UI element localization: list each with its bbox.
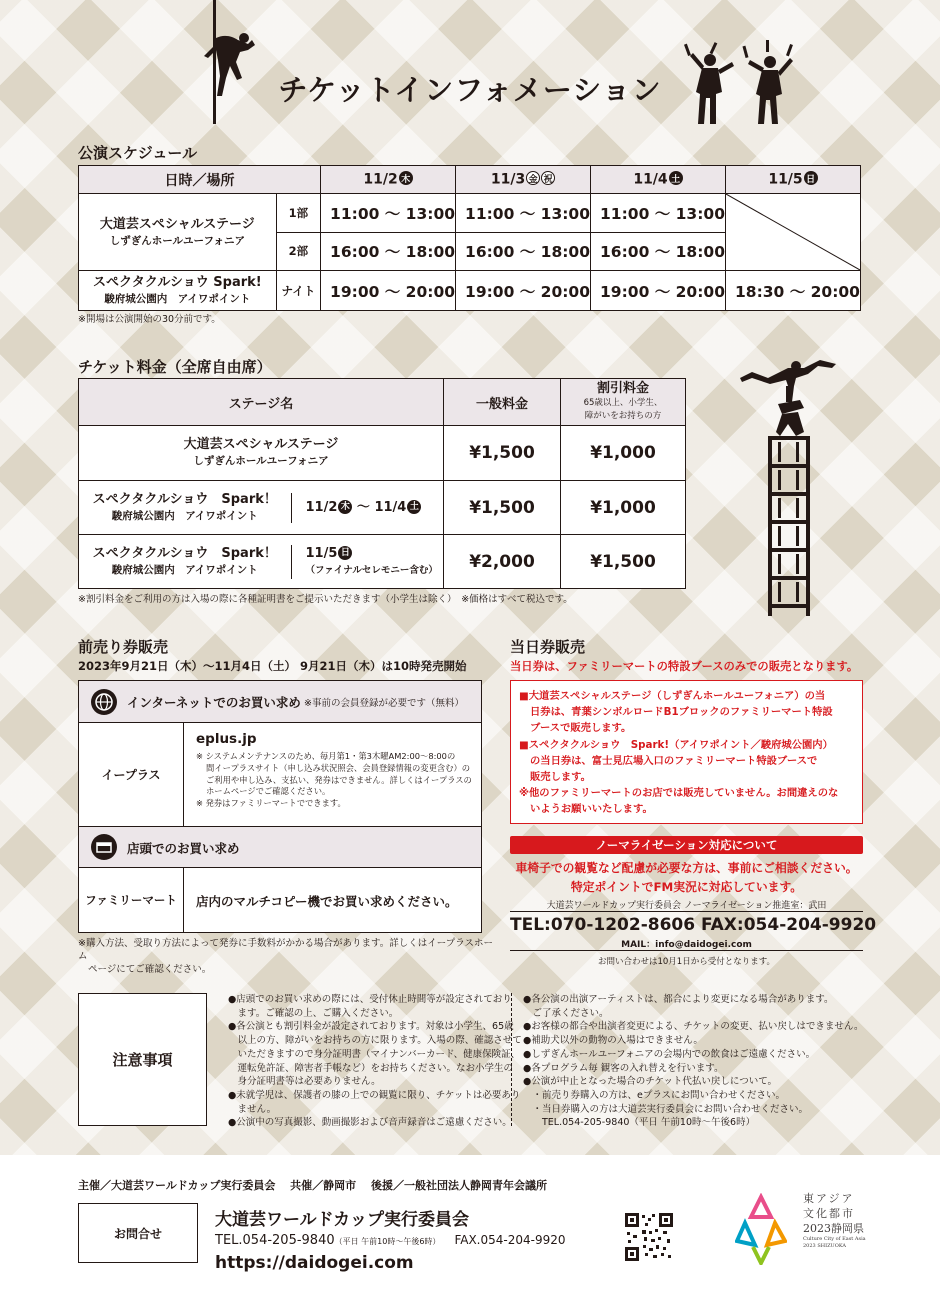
slot1-day2: 11:00 ～ 13:00: [456, 194, 591, 233]
schedule-note: ※開場は公演開始の30分前です。: [78, 314, 221, 325]
internet-title: インターネットでのお買い求め: [127, 695, 301, 710]
advance-box: [78, 680, 482, 933]
sameday-box: ■大道芸スペシャルステージ（しずぎんホールユーフォニア）の当 日券は、青葉シンボルロードB1ブロックのファミリーマート特設 ブースで販売します。 ■スペクタクルショウ Spark!（アイワポイント／駿府城公園内） の当日券は、富士見広場入口のファミリーマート特設ブースで 販売します。 ※他のファミリーマートのお店では販売していません。お間違えのな いようお願いいたします。: [510, 680, 863, 824]
slot2-day1: 16:00 ～ 18:00: [321, 232, 456, 271]
eplus-notes: ※ システムメンテナンスのため、毎月第1・第3木曜AM2:00～8:00の 間イープラスサイト（申し込み状況照会、会員登録情報の変更含む）の ご利用や申し込み、支払い、発券はできません。詳しくはイープラスの ホームページでご確認ください。 ※ 発券はファミリーマートでできます。: [196, 751, 472, 809]
contact-label: お問合せ: [78, 1203, 198, 1263]
schedule-heading: 公演スケジュール: [78, 144, 198, 162]
price-row2-discount: ¥1,000: [561, 481, 686, 535]
acrobat-tower-illustration: [738, 356, 838, 616]
sameday-lead: 当日券は、ファミリーマートの特設ブースのみでの販売となります。: [510, 660, 859, 673]
internet-note: ※事前の会員登録が必要です（無料）: [304, 698, 464, 709]
store-title: 店頭でのお買い求め: [127, 841, 240, 856]
night-day4: 18:30 ～ 20:00: [726, 271, 861, 311]
price-row2-name: スペクタクルショウ Spark！ 駿府城公園内 アイワポイント: [79, 481, 291, 535]
schedule-header-label: 日時／場所: [79, 166, 321, 194]
caution-label: 注意事項: [78, 993, 207, 1126]
normalization-divider-2: [510, 950, 863, 951]
col-discount: 割引料金 65歳以上、小学生、 障がいをお持ちの方: [561, 379, 686, 426]
night-label: ナイト: [276, 271, 320, 311]
day-header-1: 11/2 木: [321, 166, 456, 194]
sameday-heading: 当日券販売: [510, 638, 586, 656]
normalization-note: お問い合わせは10月1日から受付となります。: [597, 957, 776, 967]
day-header-3: 11/4 土: [591, 166, 726, 194]
normalization-divider: [510, 911, 863, 912]
juggler-illustration: [682, 40, 802, 125]
store-header: [79, 826, 481, 868]
eplus-url[interactable]: eplus.jp: [196, 731, 257, 747]
caution-right: ●各公演の出演アーティストは、都合により変更になる場合があります。 ご了承ください。 ●お客様の都合や出演者変更による、チケットの変更、払い戻しはできません。 ●補助犬以外の動物の入場はできません。 ●しずぎんホールユーフォニアの会場内での飲食はご遠慮ください。 ●各プログラム毎 観客の入れ替えを行います。 ●公演が中止となった場合のチケット代払い戻しについて。 ・前売り券購入の方は、eプラスにお問い合わせください。 ・当日券購入の方は大道芸実行委員会にお問い合わせください。 TEL.054-205-9840（平日 午前10時～午後6時）: [523, 994, 864, 1129]
advance-period: 2023年9月21日（木）～11月4日（土） 9月21日（木）は10時発売開始: [78, 659, 467, 673]
caution-divider: [511, 993, 512, 1126]
footer-org: 大道芸ワールドカップ実行委員会: [215, 1210, 469, 1230]
footer-contact: TEL.054-205-9840（平日 午前10時～午後6時） FAX.054-204-9920: [215, 1233, 566, 1248]
price-table: [78, 378, 686, 589]
price-row3-general: ¥2,000: [444, 535, 561, 589]
culture-city-text: 東アジア 文化都市 2023静岡県 Culture City of East Asia 2023 SHIZUOKA: [803, 1192, 866, 1249]
normalization-mail: MAIL：info@daidogei.com: [621, 940, 752, 950]
normalization-org: 大道芸ワールドカップ実行委員会 ノーマライゼーション推進室：武田: [546, 901, 827, 911]
culture-city-logo: [735, 1193, 787, 1265]
col-stage: ステージ名: [79, 379, 444, 426]
fm-label: ファミリーマート: [79, 868, 184, 932]
store-icon: [91, 834, 117, 860]
slot2-day3: 16:00 ～ 18:00: [591, 232, 726, 271]
day-header-2: 11/3 金 祝: [456, 166, 591, 194]
fm-text: 店内のマルチコピー機でお買い求めください。: [196, 894, 458, 909]
day-header-4: 11/5 日: [726, 166, 861, 194]
price-row1-name: 大道芸スペシャルステージ しずぎんホールユーフォニア: [79, 426, 444, 481]
footer-url[interactable]: https://daidogei.com: [215, 1253, 414, 1273]
price-note: ※割引料金をご利用の方は入場の際に各種証明書をご提示いただきます（小学生は除く） ※価格はすべて税込です。: [78, 594, 573, 605]
no-performance-cell: [726, 194, 861, 271]
slot1-day1: 11:00 ～ 13:00: [321, 194, 456, 233]
stage2-cell: スペクタクルショウ Spark! 駿府城公園内 アイワポイント: [79, 271, 277, 311]
globe-icon: [91, 689, 117, 715]
normalization-text2: 特定ポイントでFM実況に対応しています。: [570, 880, 803, 894]
normalization-banner: ノーマライゼーション対応について: [510, 836, 863, 854]
price-row2-period: 11/2 木 ～ 11/4 土: [291, 481, 444, 535]
footer: [0, 1155, 940, 1309]
normalization-tel: TEL:070-1202-8606 FAX:054-204-9920: [510, 915, 877, 935]
price-row3-period: 11/5 日 （ファイナルセレモニー含む）: [291, 535, 444, 589]
night-day3: 19:00 ～ 20:00: [591, 271, 726, 311]
price-heading: チケット料金（全席自由席）: [78, 358, 272, 376]
part2-label: 2部: [276, 232, 320, 271]
price-row3-discount: ¥1,500: [561, 535, 686, 589]
schedule-table: [78, 165, 861, 311]
price-row1-discount: ¥1,000: [561, 426, 686, 481]
col-general: 一般料金: [444, 379, 561, 426]
page-title: チケットインフォメーション: [278, 73, 662, 107]
footer-credits: 主催／大道芸ワールドカップ実行委員会 共催／静岡市 後援／一般社団法人静岡青年会議所: [78, 1179, 547, 1192]
advance-heading: 前売り券販売: [78, 638, 169, 656]
qr-code-icon[interactable]: [625, 1213, 673, 1261]
night-day1: 19:00 ～ 20:00: [321, 271, 456, 311]
caution-left: ●店頭でのお買い求めの際には、受付休止時間等が設定されており ます。ご確認の上、ご購入ください。 ●各公演とも割引料金が設定されております。対象は小学生、65歳 以上の方、障がいをお持ちの方に限ります。入場の際、確認させて いただきますので身分証明書（マイナンバーカード、健康保険証、 運転免許証、障害者手帳など）をお持ちください。なお小学生の 身分証明書等は必要ありません。 ●未就学児は、保護者の膝の上での観覧に限り、チケットは必要あり ません。 ●公演中の写真撮影、動画撮影および音声録音はご遠慮ください。: [228, 994, 522, 1129]
night-day2: 19:00 ～ 20:00: [456, 271, 591, 311]
normalization-text1: 車椅子での観覧など配慮が必要な方は、事前にご相談ください。: [515, 861, 858, 875]
slot1-day3: 11:00 ～ 13:00: [591, 194, 726, 233]
caution-section: [78, 993, 864, 1129]
price-row3-name: スペクタクルショウ Spark！ 駿府城公園内 アイワポイント: [79, 535, 291, 589]
advance-note: ※購入方法、受取り方法によって発券に手数料がかかる場合があります。詳しくはイープラスホーム ページにてご確認ください。: [78, 938, 493, 975]
price-row1-general: ¥1,500: [444, 426, 561, 481]
price-row2-general: ¥1,500: [444, 481, 561, 535]
slot2-day2: 16:00 ～ 18:00: [456, 232, 591, 271]
stage1-cell: 大道芸スペシャルステージ しずぎんホールユーフォニア: [79, 194, 277, 271]
part1-label: 1部: [276, 194, 320, 233]
eplus-label: イープラス: [79, 723, 184, 826]
internet-header: [79, 681, 481, 723]
